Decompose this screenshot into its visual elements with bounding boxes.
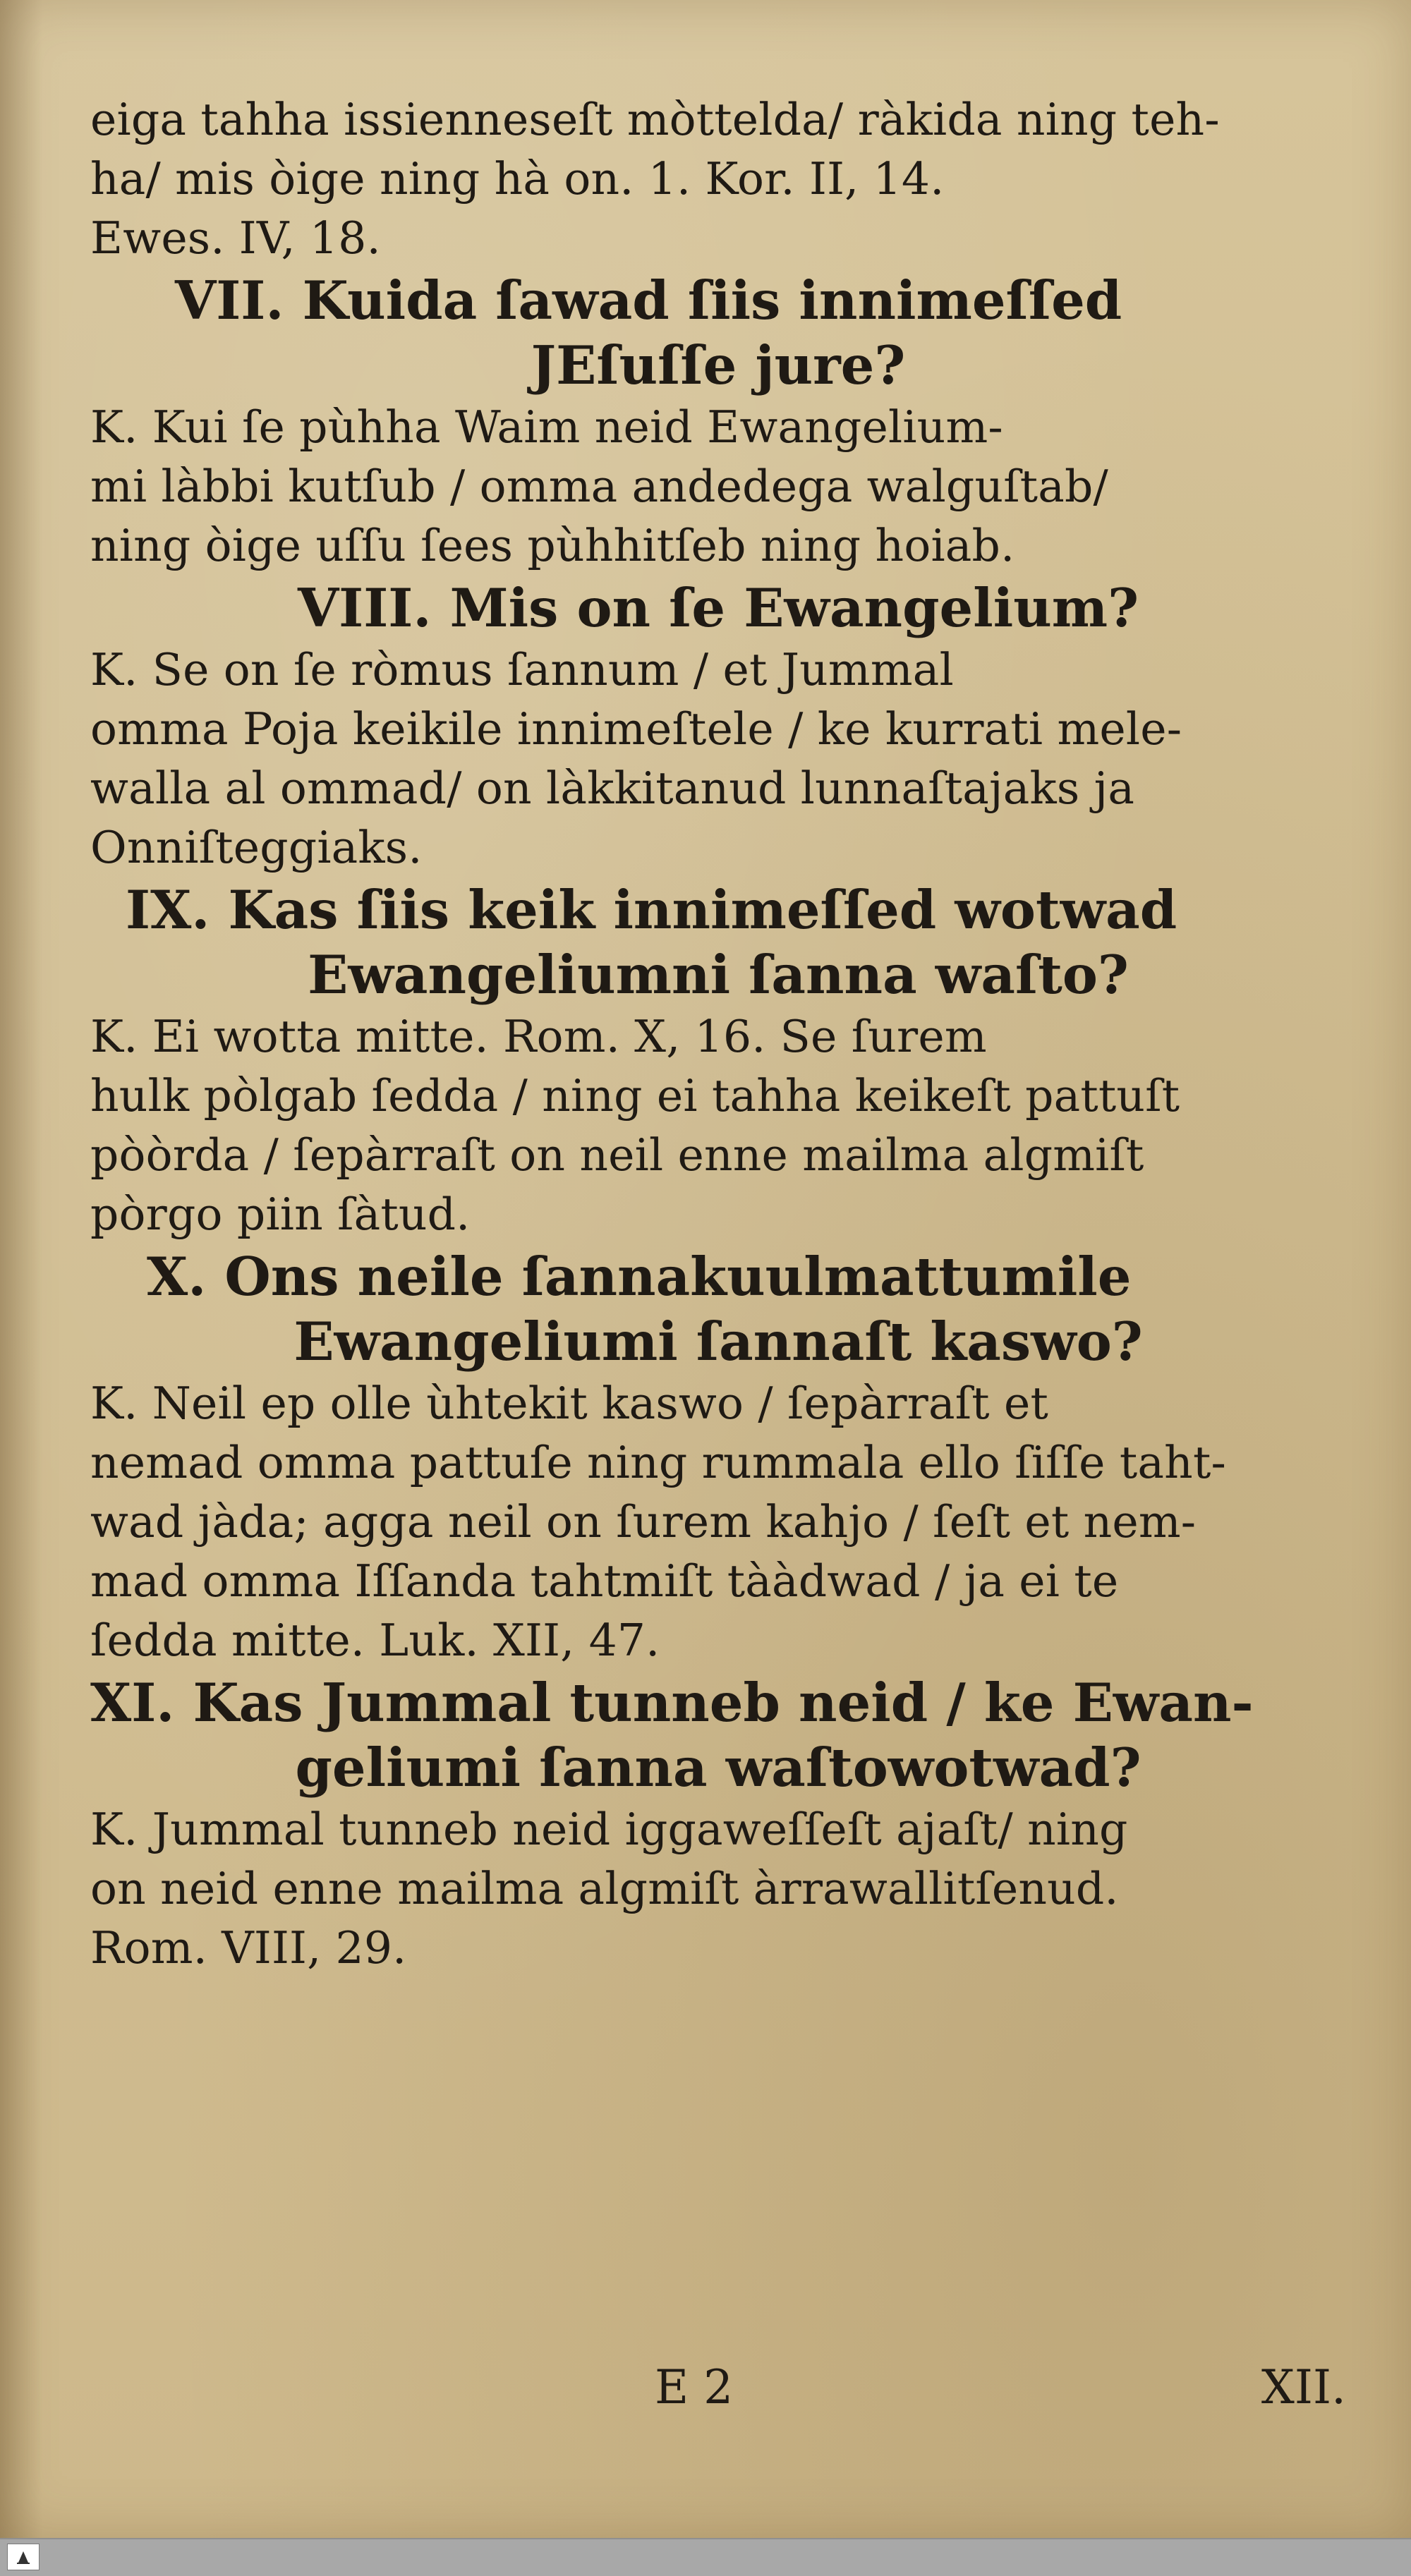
- question-heading: XI. Kas Jummal tunneb neid / ke Ewan-: [90, 1672, 1254, 1734]
- answer-line: Onniſteggiaks.: [90, 822, 423, 873]
- viewer-bottom-bar: [0, 2538, 1411, 2576]
- page-footer: [90, 2356, 1346, 2419]
- answer-line: nemad omma pattuſe ning rummala ello ſiſſe taht-: [90, 1437, 1226, 1488]
- answer-line: omma Poja keikile innimeſtele / ke kurrati mele-: [90, 703, 1182, 755]
- logo-icon: [11, 2547, 35, 2567]
- question-heading: IX. Kas ſiis keik innimeſſed wotwad: [126, 879, 1177, 941]
- catchword: XII.: [1261, 2360, 1346, 2414]
- text-line: Ewes. IV, 18.: [90, 212, 381, 264]
- answer-line: on neid enne mailma algmiſt àrrawallitſenud.: [90, 1863, 1119, 1914]
- answer-line: K. Ei wotta mitte. Rom. X, 16. Se ſurem: [90, 1011, 987, 1062]
- answer-line: K. Jummal tunneb neid iggaweſſeſt ajaſt/ ning: [90, 1804, 1128, 1855]
- answer-line: hulk pòlgab ſedda / ning ei tahha keikeſt pattuſt: [90, 1070, 1180, 1122]
- question-heading: Ewangeliumni ſanna waſto?: [308, 944, 1129, 1006]
- answer-line: K. Se on ſe ròmus ſannum / et Jummal: [90, 644, 954, 695]
- text-line: ha/ mis òige ning hà on. 1. Kor. II, 14.: [90, 153, 945, 205]
- text-line: eiga tahha issienneseſt mòttelda/ ràkida ning teh-: [90, 94, 1220, 145]
- answer-line: K. Neil ep olle ùhtekit kaswo / ſepàrraſt et: [90, 1378, 1048, 1429]
- answer-line: ning òige uſſu ſees pùhhitſeb ning hoiab.: [90, 520, 1015, 571]
- question-heading: VIII. Mis on ſe Ewangelium?: [297, 577, 1139, 639]
- answer-line: Rom. VIII, 29.: [90, 1922, 407, 1974]
- answer-line: pòòrda / ſepàrraſt on neil enne mailma algmiſt: [90, 1129, 1144, 1181]
- answer-line: pòrgo piin ſàtud.: [90, 1189, 471, 1240]
- question-heading: VII. Kuida ſawad ſiis innimeſſed: [175, 269, 1122, 332]
- answer-line: walla al ommad/ on làkkitanud lunnaſtajaks ja: [90, 763, 1135, 814]
- answer-line: mad omma Iſſanda tahtmiſt tààdwad / ja ei te: [90, 1555, 1119, 1607]
- answer-line: mi làbbi kutſub / omma andedega walguſtab/: [90, 461, 1108, 512]
- page-edge-shadow: [0, 0, 42, 2538]
- question-heading: X. Ons neile ſannakuulmattumile: [147, 1246, 1132, 1308]
- question-heading: geliumi ſanna waſtowotwad?: [295, 1737, 1141, 1799]
- answer-line: K. Kui ſe pùhha Waim neid Ewangelium-: [90, 401, 1003, 453]
- answer-line: wad jàda; agga neil on ſurem kahjo / ſeſt et nem-: [90, 1496, 1197, 1548]
- question-heading: Ewangeliumi ſannaſt kaswo?: [293, 1311, 1143, 1373]
- signature-mark: E 2: [655, 2360, 734, 2414]
- question-heading: JEſuſſe jure?: [531, 334, 906, 396]
- answer-line: ſedda mitte. Luk. XII, 47.: [90, 1615, 660, 1666]
- page-text: [90, 90, 1346, 1978]
- library-logo: [7, 2544, 40, 2570]
